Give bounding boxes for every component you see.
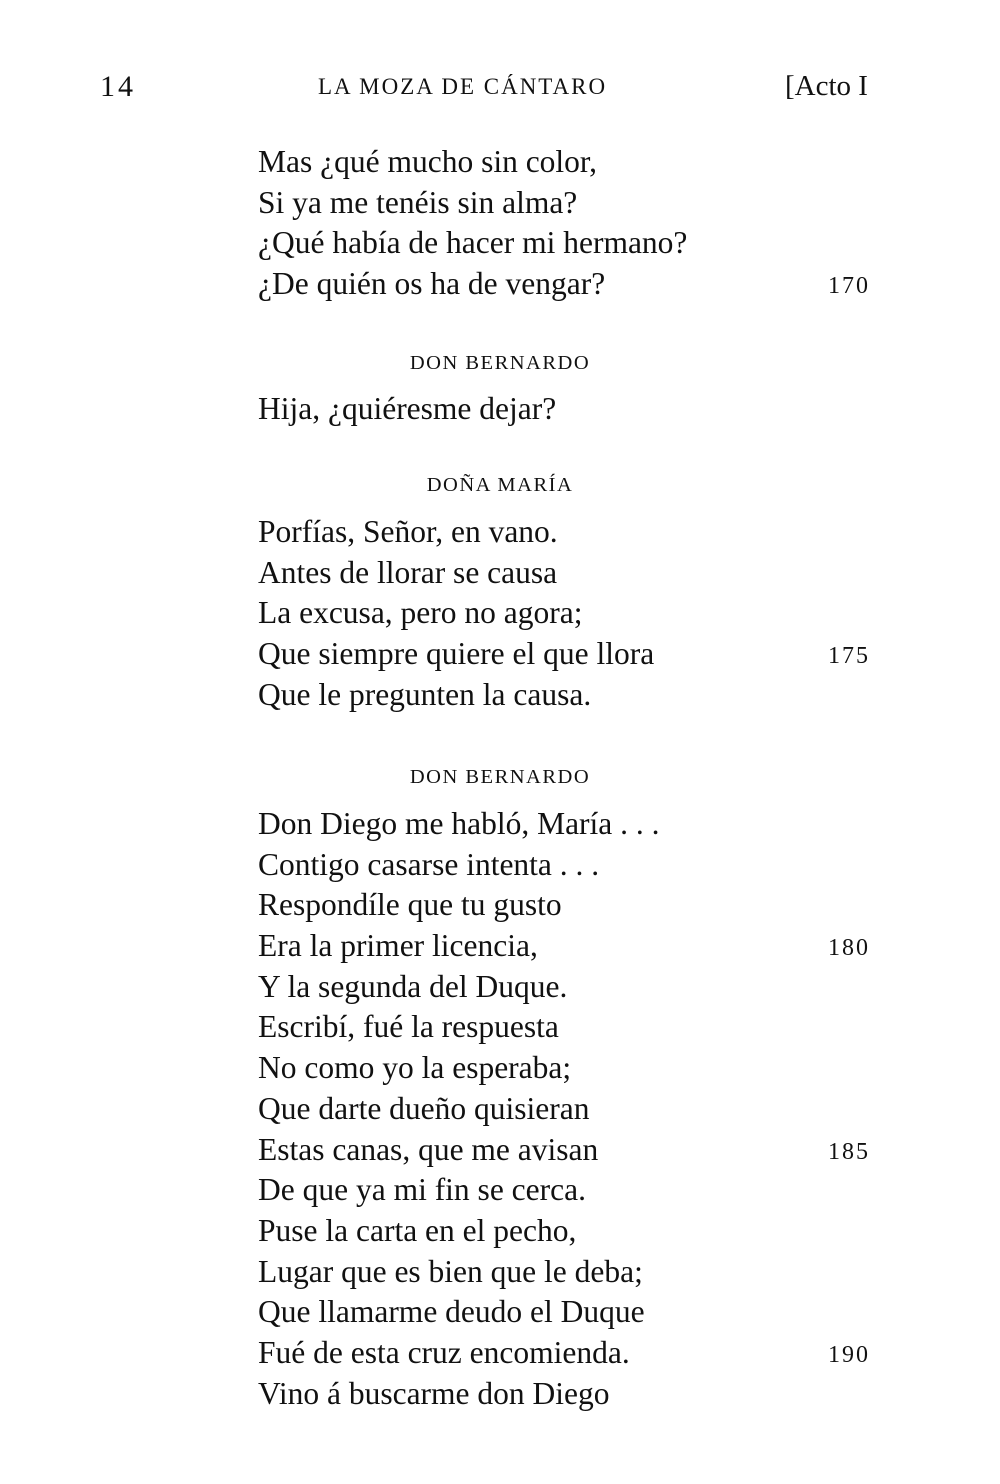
verse-text: Hija, ¿quiéresme dejar? <box>258 391 557 426</box>
verse-text: ¿Qué había de hacer mi hermano? <box>258 225 688 261</box>
speaker-name: DOÑA MARÍA <box>426 474 574 496</box>
verse-line <box>258 183 898 224</box>
verse-line <box>258 223 898 264</box>
verse-line <box>258 845 898 886</box>
verse-text: Lugar que es bien que le deba; <box>258 1253 643 1289</box>
verse-text: Estas canas, que me avisan <box>258 1131 599 1167</box>
verse-text: ¿De quién os ha de vengar? <box>258 266 606 302</box>
verse-text: Antes de llorar se causa <box>258 554 558 590</box>
verse-line <box>258 389 898 430</box>
line-number: 190 <box>828 1341 870 1368</box>
verse-text: Era la primer licencia, <box>258 928 538 964</box>
verse-text: De que ya mi fin se cerca. <box>258 1172 586 1208</box>
verse-block <box>258 142 898 305</box>
speaker-name: DON BERNARDO <box>409 352 591 374</box>
verse-line <box>258 1048 898 1089</box>
verse-text: Fué de esta cruz encomienda. <box>258 1334 630 1370</box>
verse-line <box>258 1374 898 1415</box>
verse-line <box>258 1211 898 1252</box>
verse-line <box>258 885 898 926</box>
line-number: 180 <box>828 935 870 962</box>
line-number: 170 <box>828 273 870 300</box>
verse-line <box>258 926 898 967</box>
verse-text: No como yo la esperaba; <box>258 1050 572 1086</box>
verse-line <box>258 1292 898 1333</box>
verse-text: Que le pregunten la causa. <box>258 676 592 712</box>
verse-block <box>258 389 898 430</box>
verse-line <box>258 593 898 634</box>
verse-line <box>258 967 898 1008</box>
verse-line <box>258 142 898 183</box>
verse-text: Porfías, Señor, en vano. <box>258 514 558 549</box>
speaker-name: DON BERNARDO <box>409 766 591 788</box>
verse-text: Y la segunda del Duque. <box>258 968 568 1004</box>
verse-text: Mas ¿qué mucho sin color, <box>258 144 598 179</box>
verse-text: Escribí, fué la respuesta <box>258 1009 559 1045</box>
verse-text: Puse la carta en el pecho, <box>258 1212 577 1248</box>
verse-line <box>258 1333 898 1374</box>
verse-line <box>258 1007 898 1048</box>
verse-block <box>258 804 898 1414</box>
verse-line <box>258 1170 898 1211</box>
page-number: 14 <box>100 70 136 103</box>
verse-line <box>258 553 898 594</box>
verse-line <box>258 804 898 845</box>
verse-line <box>258 675 898 716</box>
verse-line <box>258 1130 898 1171</box>
verse-line <box>258 1089 898 1130</box>
verse-text: Contigo casarse intenta . . . <box>258 846 600 882</box>
act-label: [Acto I <box>785 70 868 102</box>
verse-line <box>258 634 898 675</box>
verse-text: Si ya me tenéis sin alma? <box>258 184 578 220</box>
verse-text: Respondíle que tu gusto <box>258 887 562 923</box>
verse-text: Que darte dueño quisieran <box>258 1090 590 1126</box>
verse-text: Don Diego me habló, María . . . <box>258 806 660 841</box>
verse-text: Que siempre quiere el que llora <box>258 636 655 672</box>
verse-text: Vino á buscarme don Diego <box>258 1375 610 1411</box>
verse-text: Que llamarme deudo el Duque <box>258 1294 645 1330</box>
verse-block <box>258 512 898 715</box>
line-number: 175 <box>828 643 870 670</box>
line-number: 185 <box>828 1138 870 1165</box>
page-header <box>0 70 1000 110</box>
verse-text: La excusa, pero no agora; <box>258 595 583 631</box>
running-title: LA MOZA DE CÁNTARO <box>318 74 608 99</box>
verse-line <box>258 512 898 553</box>
verse-line <box>258 1252 898 1293</box>
verse-line <box>258 264 898 305</box>
